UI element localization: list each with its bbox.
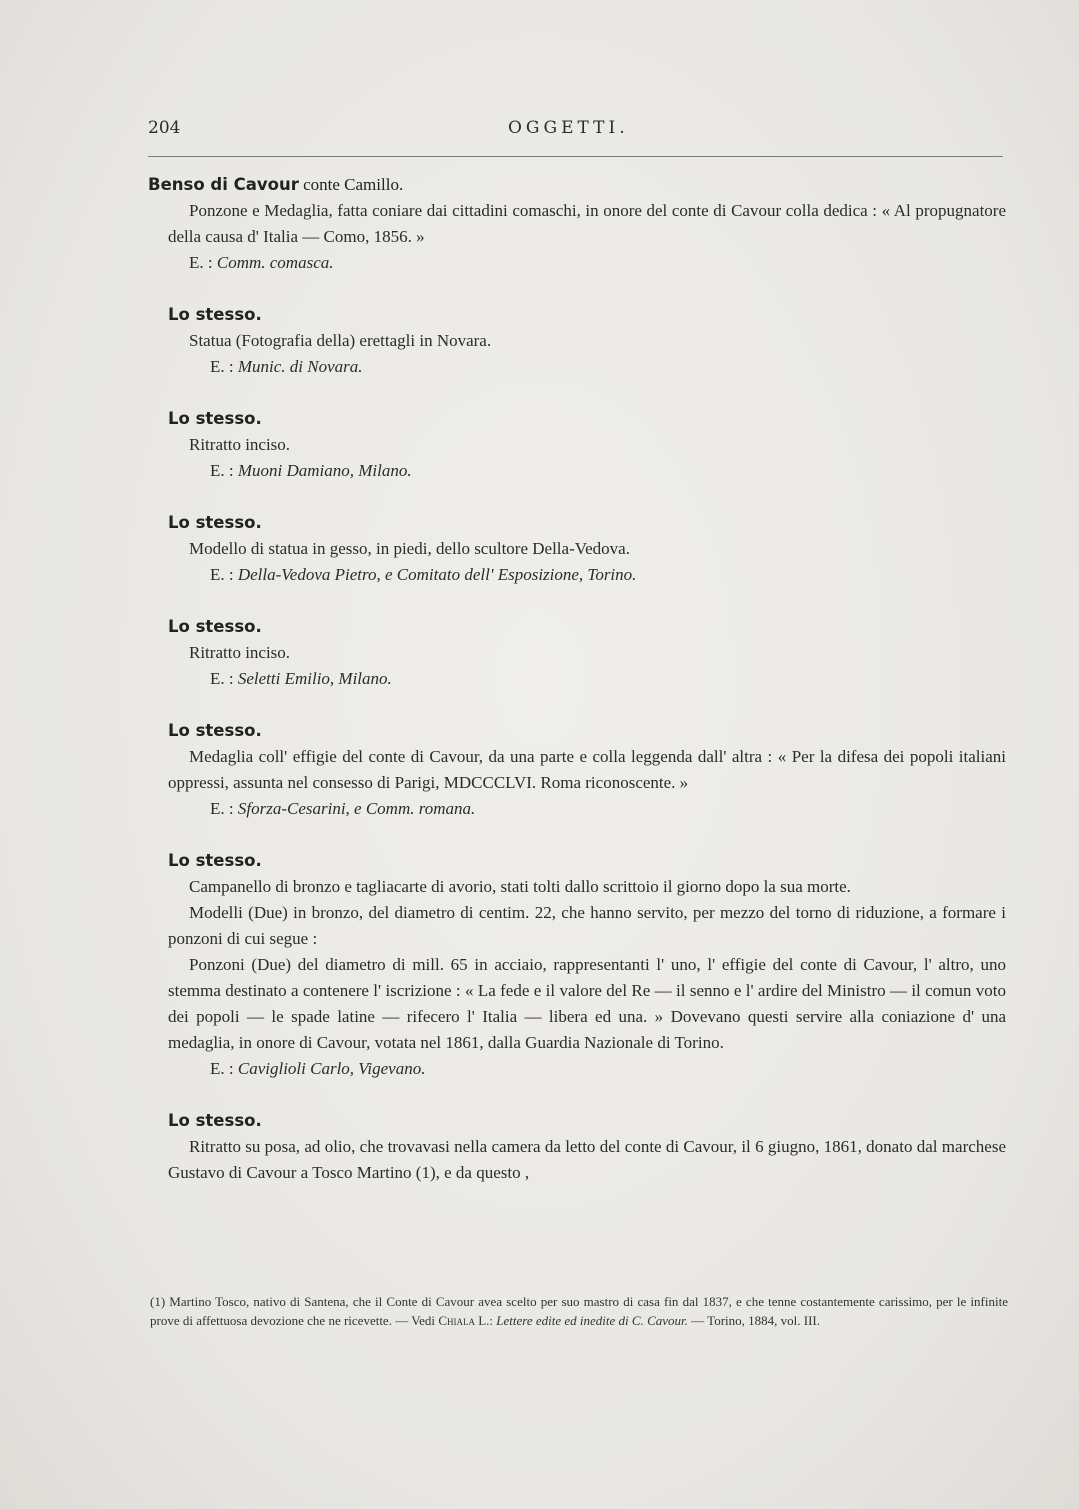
entry-heading: Lo stesso. (168, 851, 262, 870)
exhibitor-line: E. : Comm. comasca. (189, 253, 334, 272)
entry-heading: Lo stesso. (168, 721, 262, 740)
catalog-entry (148, 172, 1006, 276)
entry-heading: Lo stesso. (168, 1111, 262, 1130)
exhibitor-line: E. : Muoni Damiano, Milano. (210, 461, 412, 480)
page-number: 204 (148, 118, 181, 138)
header-rule (148, 156, 1003, 157)
footnote: (1) Martino Tosco, nativo di Santena, che il Conte di Cavour avea scelto per suo mastro di casa fin dal 1837, e che tenne costantemente carissimo, per le infinite prove di affettuosa devozione che ne ricevette. — Vedi Chiala L.: Lettere edite ed inedite di C. Cavour. — Torino, 1884, vol. III. (150, 1294, 1008, 1328)
entry-description: Modello di statua in gesso, in piedi, dello scultore Della-Vedova. (189, 539, 630, 558)
entry-description: Ritratto su posa, ad olio, che trovavasi nella camera da letto del conte di Cavour, il 6 giugno, 1861, donato dal marchese Gustavo di Cavour a Tosco Martino (1), e da questo , (168, 1137, 1006, 1182)
exhibitor-line: E. : Seletti Emilio, Milano. (210, 669, 392, 688)
entry-description: Medaglia coll' effigie del conte di Cavour, da una parte e colla leggenda dall' altra : « Per la difesa dei popoli italiani oppressi, assunta nel consesso di Parigi, MDCCCLVI. Roma riconoscente. » (168, 747, 1006, 792)
exhibitor-line: E. : Caviglioli Carlo, Vigevano. (210, 1059, 426, 1078)
footnote-work: Lettere edite ed inedite di C. Cavour. (496, 1313, 688, 1328)
entry-heading: Lo stesso. (168, 305, 262, 324)
exhibitor-line: E. : Munic. di Novara. (210, 357, 363, 376)
entry-description: Campanello di bronzo e tagliacarte di avorio, stati tolti dallo scrittoio il giorno dopo la sua morte. (189, 877, 851, 896)
catalog-entry (168, 848, 1006, 1082)
entry-description: Ritratto inciso. (189, 435, 291, 454)
running-title: OGGETTI. (508, 118, 629, 138)
entry-description: Statua (Fotografia della) erettagli in Novara. (189, 331, 492, 350)
entry-description: Ponzoni (Due) del diametro di mill. 65 in acciaio, rappresentanti l' uno, l' effigie del conte di Cavour, l' altro, uno stemma destinato a contenere l' iscrizione : « La fede e il valore del Re — il senno e l' ardire del Ministro — il comun voto dei popoli — le spade latine — rifecero l' Italia — libera ed una. » Dovevano questi servire alla coniazione d' una medaglia, in onore di Cavour, votata nel 1861, dalla Guardia Nazionale di Torino. (168, 955, 1006, 1052)
page-header (148, 118, 1006, 142)
catalog-entry (168, 614, 1006, 692)
exhibitor-line: E. : Sforza-Cesarini, e Comm. romana. (210, 799, 476, 818)
footnote-author: Chiala L. (438, 1313, 490, 1328)
catalog-entry (168, 718, 1006, 822)
catalog-entry (168, 510, 1006, 588)
entry-heading: Lo stesso. (168, 409, 262, 428)
catalog-entry (168, 302, 1006, 380)
catalog-body (148, 172, 1006, 1212)
exhibitor-line: E. : Della-Vedova Pietro, e Comitato dell' Esposizione, Torino. (210, 565, 637, 584)
entry-heading: Benso di Cavour conte Camillo. (148, 175, 404, 194)
entry-description: Ritratto inciso. (189, 643, 291, 662)
entry-heading: Lo stesso. (168, 617, 262, 636)
catalog-entry (168, 406, 1006, 484)
entry-description: Ponzone e Medaglia, fatta coniare dai cittadini comaschi, in onore del conte di Cavour colla dedica : « Al propugnatore della causa d' Italia — Como, 1856. » (168, 201, 1006, 246)
entry-description: Modelli (Due) in bronzo, del diametro di centim. 22, che hanno servito, per mezzo del torno di riduzione, a formare i ponzoni di cui segue : (168, 903, 1006, 948)
entry-heading: Lo stesso. (168, 513, 262, 532)
catalog-entry (168, 1108, 1006, 1186)
